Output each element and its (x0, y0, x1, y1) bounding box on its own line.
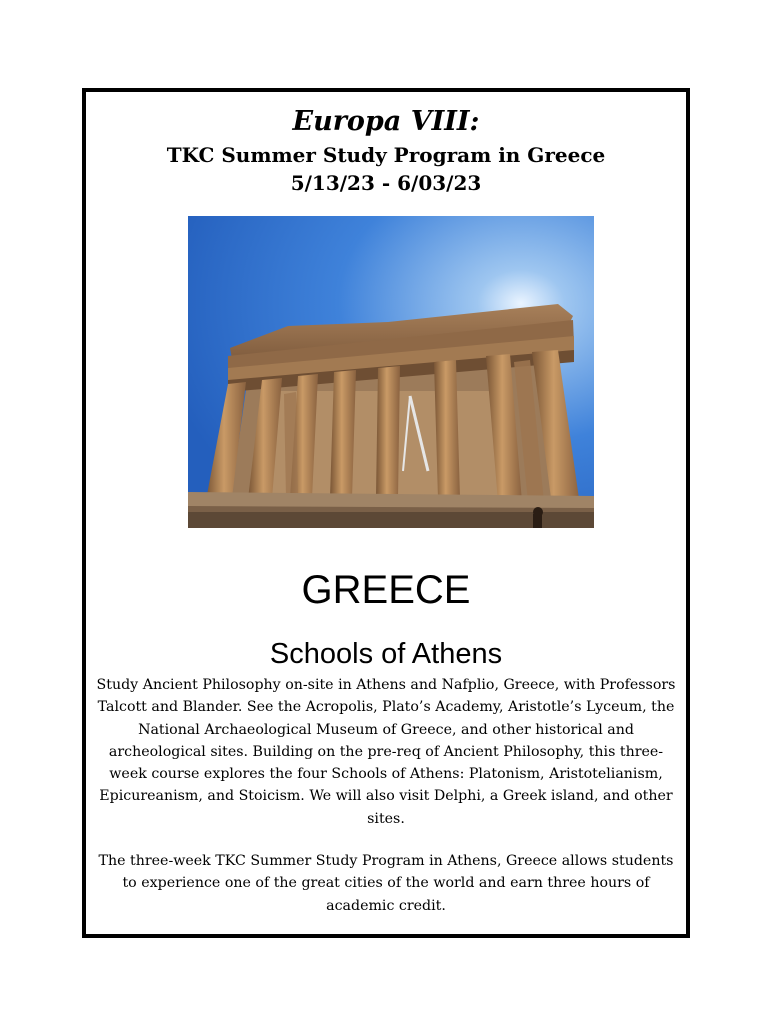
program-title: Europa VIII: (292, 106, 480, 137)
course-description: Study Ancient Philosophy on-site in Athens and Nafplio, Greece, with Professors Talcott and Blander. See the Acropolis, Plato’s Academy, Aristotle’s Lyceum, the National Archaeological Museum of Greece, and other historical and archeological sites. Building on the pre-req of Ancient Philosophy, this three-week course explores the four Schools of Athens: Platonism, Aristotelianism, Epicureanism, and Stoicism. We will also visit Delphi, a Greek island, and other sites. (96, 677, 676, 827)
program-dates: 5/13/23 - 6/03/23 (290, 171, 482, 195)
course-title: Schools of Athens (269, 638, 503, 670)
program-subtitle: TKC Summer Study Program in Greece (166, 143, 606, 167)
parthenon-icon (188, 216, 594, 528)
flyer-border (82, 88, 690, 938)
parthenon-photo (188, 216, 594, 528)
program-info: The three-week TKC Summer Study Program in Athens, Greece allows students to experience one of the great cities of the world and earn three hours of academic credit. (98, 853, 674, 914)
country-heading: GREECE (301, 568, 471, 612)
